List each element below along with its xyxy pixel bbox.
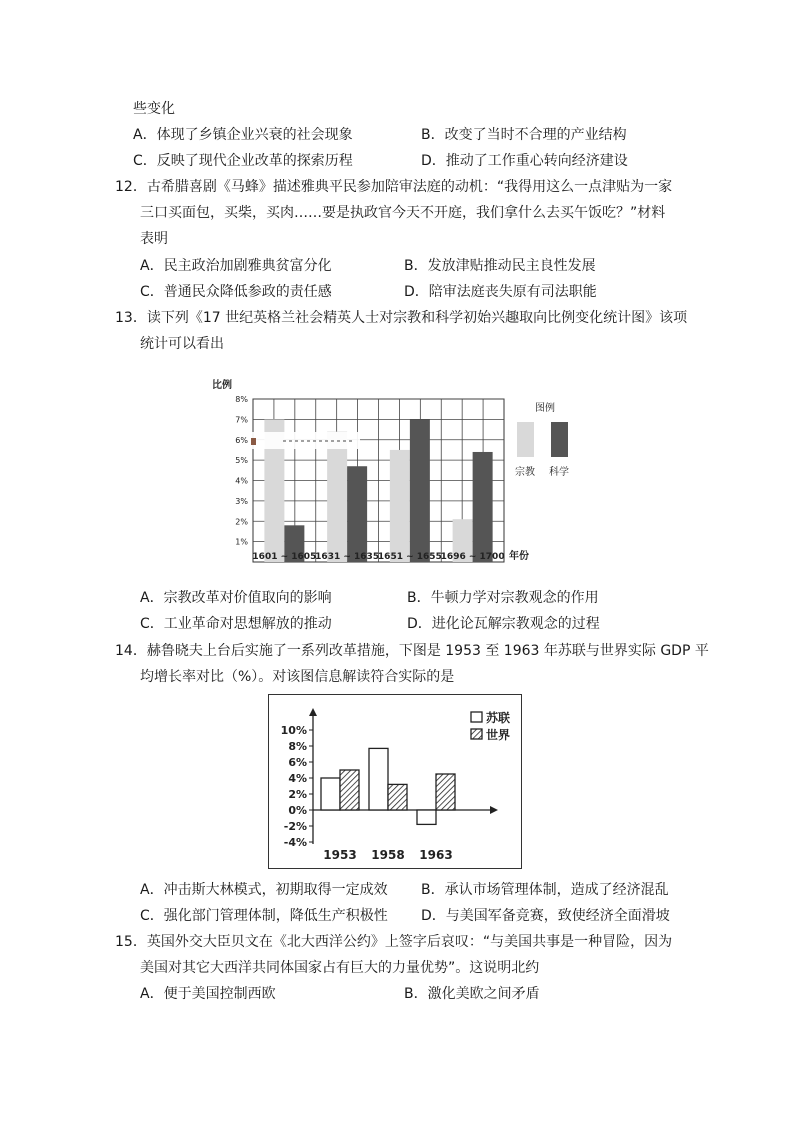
q11-option-d: D．推动了工作重心转向经济建设 bbox=[421, 153, 628, 169]
chart1-xtick-label: 1601 ~ 1605 bbox=[252, 552, 317, 562]
chart2-ytick-label: 6% bbox=[288, 756, 307, 769]
chart1-legend bbox=[515, 401, 569, 478]
q14-option-a: A．冲击斯大林模式，初期取得一定成效 bbox=[140, 882, 388, 898]
chart2-legend-swatch-world bbox=[471, 729, 482, 739]
q13-text-line2: 统计可以看出 bbox=[140, 336, 224, 352]
chart1-ylabel: 比例 bbox=[212, 380, 232, 391]
chart2-bar-world bbox=[436, 774, 455, 810]
q13-option-a: A．宗教改革对价值取向的影响 bbox=[140, 590, 332, 606]
q11-option-c: C．反映了现代企业改革的探索历程 bbox=[133, 153, 353, 169]
chart2-bar-ussr bbox=[417, 810, 436, 824]
q13-text-line1: 13．读下列《17 世纪英格兰社会精英人士对宗教和科学初始兴趣取向比例变化统计图》该项 bbox=[115, 310, 688, 326]
chart1-xtick-label: 1651 ~ 1655 bbox=[377, 552, 442, 562]
chart1-ytick-label: 2% bbox=[235, 517, 248, 527]
chart1-ytick-label: 6% bbox=[235, 435, 248, 445]
chart1-legend-swatch-science bbox=[551, 422, 568, 457]
chart2-ytick-label: 2% bbox=[288, 788, 307, 801]
q14-option-b: B．承认市场管理体制，造成了经济混乱 bbox=[421, 882, 669, 898]
chart1-bar-science bbox=[347, 466, 367, 562]
q14-text-line2: 均增长率对比（%）。对该图信息解读符合实际的是 bbox=[140, 669, 455, 685]
chart2-ytick-label: 8% bbox=[288, 740, 307, 753]
chart2-bar-ussr bbox=[369, 748, 388, 810]
chart1-bar-science bbox=[410, 419, 430, 562]
chart2-xtick-label: 1958 bbox=[371, 848, 405, 862]
q13-option-c: C．工业革命对思想解放的推动 bbox=[140, 616, 332, 632]
chart2-bar-world bbox=[340, 770, 359, 810]
q13-option-b: B．牛顿力学对宗教观念的作用 bbox=[407, 590, 599, 606]
chart1-x-labels bbox=[252, 552, 504, 562]
chart1-smudge-mark bbox=[251, 438, 256, 445]
chart1-xtick-label: 1696 ~ 1700 bbox=[440, 552, 505, 562]
chart2-legend-label-ussr: 苏联 bbox=[486, 711, 511, 725]
chart1-bar-religion bbox=[390, 450, 410, 562]
chart1-ytick-label: 5% bbox=[235, 456, 248, 466]
q14-option-c: C．强化部门管理体制，降低生产积极性 bbox=[140, 908, 388, 924]
religion-science-chart bbox=[205, 376, 590, 566]
q12-text-line1: 12．古希腊喜剧《马蜂》描述雅典平民参加陪审法庭的动机：“我得用这么一点津贴为一家 bbox=[115, 179, 673, 195]
chart1-ytick-label: 7% bbox=[235, 415, 248, 425]
q13-option-d: D．进化论瓦解宗教观念的过程 bbox=[407, 616, 600, 632]
chart2-x-labels bbox=[323, 848, 452, 862]
chart1-xlabel: 年份 bbox=[509, 551, 529, 562]
q15-option-b: B．激化美欧之间矛盾 bbox=[404, 986, 540, 1002]
gdp-growth-chart bbox=[268, 694, 522, 869]
chart1-legend-label-religion: 宗教 bbox=[515, 467, 535, 478]
chart1-ytick-label: 1% bbox=[235, 537, 248, 547]
chart2-ytick-label: 0% bbox=[288, 804, 307, 817]
q12-text-line3: 表明 bbox=[140, 231, 168, 247]
chart2-bar-world bbox=[388, 784, 407, 810]
chart2-ytick-label: -4% bbox=[283, 836, 307, 849]
chart1-legend-swatch-religion bbox=[517, 422, 534, 457]
chart2-bar-ussr bbox=[321, 778, 340, 810]
q15-option-a: A．便于美国控制西欧 bbox=[140, 986, 276, 1002]
q12-option-a: A．民主政治加剧雅典贫富分化 bbox=[140, 258, 332, 274]
q15-text-line1: 15．英国外交大臣贝文在《北大西洋公约》上签字后哀叹：“与美国共事是一种冒险，因为 bbox=[115, 934, 673, 950]
q14-text-line1: 14．赫鲁晓夫上台后实施了一系列改革措施，下图是 1953 至 1963 年苏联与世界实际 GDP 平 bbox=[115, 643, 709, 659]
chart2-ytick-label: 4% bbox=[288, 772, 307, 785]
q11-option-b: B．改变了当时不合理的产业结构 bbox=[421, 127, 627, 143]
chart1-xtick-label: 1631 ~ 1635 bbox=[315, 552, 380, 562]
q12-text-line2: 三口买面包，买柴，买肉……要是执政官今天不开庭，我们拿什么去买午饭吃？”材料 bbox=[140, 205, 666, 221]
q12-option-c: C．普通民众降低参政的责任感 bbox=[140, 284, 332, 300]
chart2-legend-label-world: 世界 bbox=[486, 728, 511, 742]
chart1-ytick-label: 3% bbox=[235, 496, 248, 506]
chart2-ytick-label: -2% bbox=[283, 820, 307, 833]
chart1-ytick-label: 4% bbox=[235, 476, 248, 486]
q15-text-line2: 美国对其它大西洋共同体国家占有巨大的力量优势”。这说明北约 bbox=[140, 960, 540, 976]
q11-text-tail: 些变化 bbox=[133, 101, 175, 117]
q12-option-d: D．陪审法庭丧失原有司法职能 bbox=[404, 284, 597, 300]
chart1-y-ticks bbox=[235, 395, 248, 547]
chart2-ytick-label: 10% bbox=[280, 724, 307, 737]
chart1-ytick-label: 8% bbox=[235, 395, 248, 404]
q11-option-a: A．体现了乡镇企业兴衰的社会现象 bbox=[133, 127, 353, 143]
chart1-legend-title: 图例 bbox=[535, 403, 555, 414]
chart2-legend-swatch-ussr bbox=[471, 712, 482, 722]
chart2-xtick-label: 1963 bbox=[419, 848, 453, 862]
chart1-legend-label-science: 科学 bbox=[549, 467, 569, 478]
chart1-bar-religion bbox=[327, 432, 347, 562]
chart1-bar-science bbox=[473, 452, 493, 562]
chart2-xtick-label: 1953 bbox=[323, 848, 357, 862]
q12-option-b: B．发放津贴推动民主良性发展 bbox=[404, 258, 596, 274]
q14-option-d: D．与美国军备竞赛，致使经济全面滑坡 bbox=[421, 908, 670, 924]
